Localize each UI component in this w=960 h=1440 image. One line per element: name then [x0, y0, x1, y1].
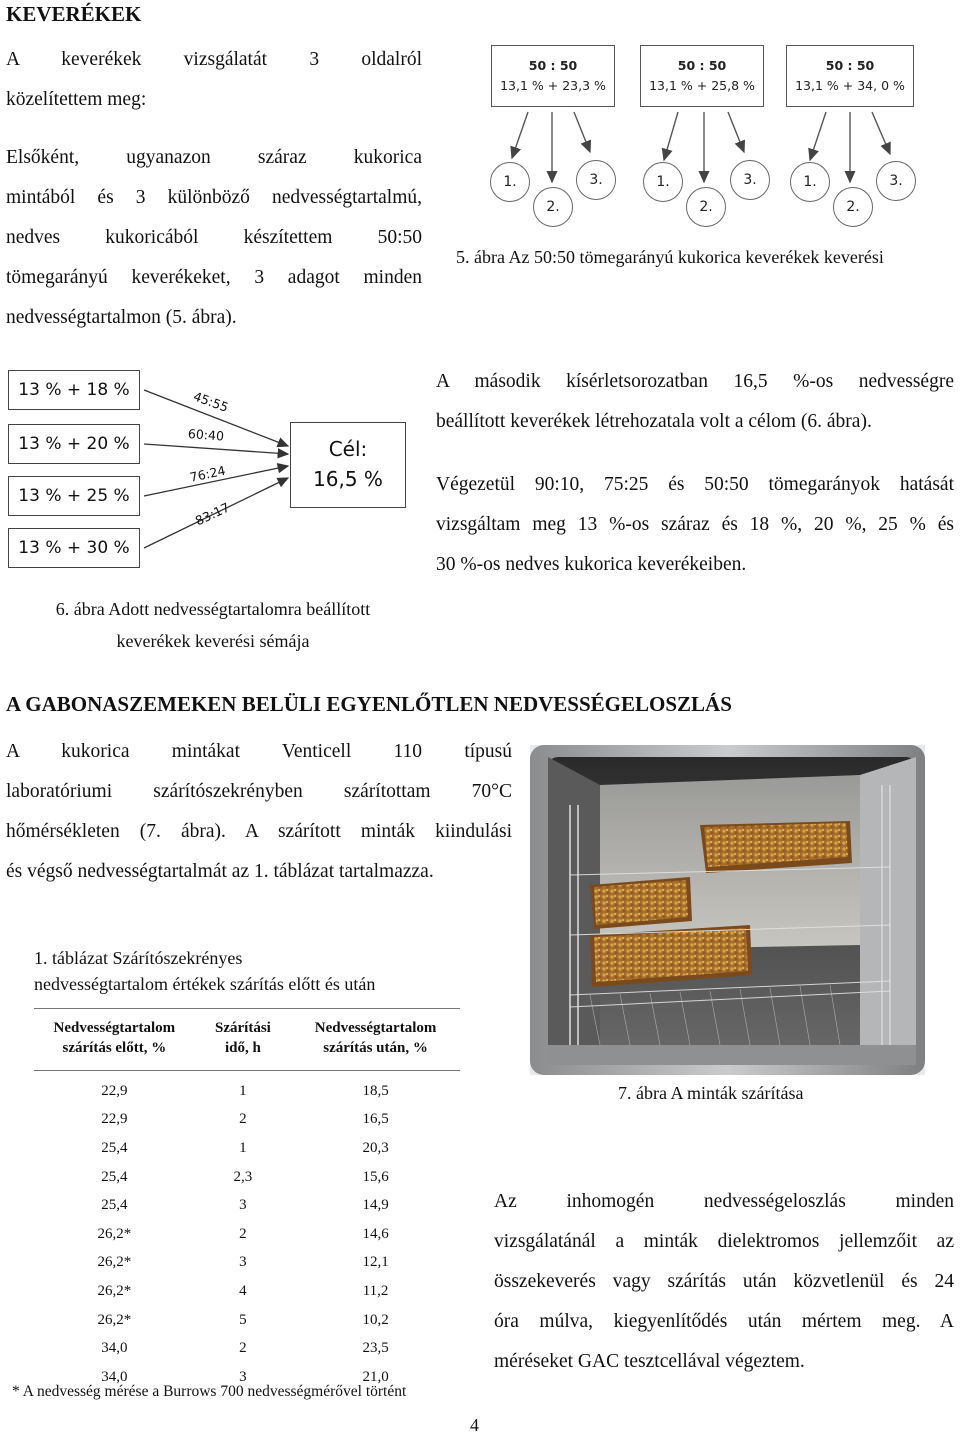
drying-line-1: A kukorica mintákat Venticell 110 típusú: [6, 741, 512, 762]
cell-time: 2: [239, 1111, 247, 1128]
cell-after: 20,3: [362, 1139, 389, 1156]
page-number: 4: [470, 1415, 479, 1435]
table-row: [34, 1106, 460, 1135]
mix-values-1: 13,1 % + 23,3 %: [500, 78, 606, 93]
intro-line-2: közelítettem meg:: [6, 89, 147, 110]
cell-before: 26,2*: [97, 1225, 132, 1242]
table-header-time: [195, 1018, 291, 1071]
cell-time: 1: [239, 1139, 247, 1156]
table-row: [34, 1306, 460, 1335]
para3-line-1: Végezetül 90:10, 75:25 és 50:50 tömegarányok hatását: [436, 474, 954, 495]
cell-before: 26,2*: [97, 1282, 132, 1299]
table-footnote: * A nedvesség mérése a Burrows 700 nedvességmérővel történt: [12, 1383, 407, 1400]
paragraph-second-series: [436, 362, 954, 442]
cell-before: 26,2*: [97, 1254, 132, 1271]
header-time-line-1: Szárítási: [215, 1020, 271, 1036]
cell-after: 10,2: [362, 1311, 389, 1328]
mix-ratio-2: 50 : 50: [677, 58, 727, 73]
mix-box-1: [491, 45, 615, 107]
header-before-line-2: szárítás előtt, %: [62, 1040, 167, 1056]
drying-line-3: hőmérsékleten (7. ábra). A szárított minták kiindulási: [6, 821, 512, 842]
table-row: [34, 1249, 460, 1278]
table-row: [34, 1071, 460, 1106]
cell-after: 14,9: [362, 1197, 389, 1214]
cell-after: 14,6: [362, 1225, 389, 1242]
inhomogeneous-line-2: vizsgálatánál a minták dielektromos jellemzőit az: [494, 1231, 954, 1252]
mix-values-2: 13,1 % + 25,8 %: [649, 78, 755, 93]
inhomogeneous-line-4: óra múlva, kiegyenlítődés után mértem meg. A: [494, 1311, 954, 1332]
drying-oven-photo: [530, 745, 925, 1075]
para3-line-3: 30 %-os nedves kukorica keverékeiben.: [436, 554, 747, 575]
para1-line-1: Elsőként, ugyanazon száraz kukorica: [6, 147, 422, 168]
mix-box-3: [786, 45, 914, 107]
step-g2-2: 2.: [686, 187, 726, 227]
cell-before: 25,4: [101, 1139, 128, 1156]
table-row: [34, 1220, 460, 1249]
cell-time: 3: [239, 1254, 247, 1271]
goal-value: 16,5 %: [313, 467, 383, 491]
step-g2-3: 3.: [730, 160, 770, 200]
paragraph-final-series: [436, 465, 954, 585]
cell-before: 22,9: [101, 1082, 128, 1099]
mix-values-3: 13,1 % + 34, 0 %: [795, 78, 905, 93]
arrow-ratio-60-40: [144, 444, 288, 454]
mix-ratio-3: 50 : 50: [825, 58, 875, 73]
table-row: [34, 1277, 460, 1306]
section-title-moisture-distribution: A GABONASZEMEKEN BELÜLI EGYENLŐTLEN NEDVESSÉGELOSZLÁS: [6, 692, 732, 716]
step-g3-1: 1.: [790, 162, 830, 202]
table-row: [34, 1334, 460, 1363]
cell-after: 11,2: [362, 1282, 389, 1299]
source-box-20: 13 % + 20 %: [8, 424, 140, 464]
para1-line-3: nedves kukoricából készítettem 50:50: [6, 227, 422, 248]
step-g3-2: 2.: [833, 187, 873, 227]
table-caption-line-2: nedvességtartalom értékek szárítás előtt és után: [34, 974, 376, 994]
figure-7-caption: 7. ábra A minták szárítása: [618, 1083, 804, 1103]
table-row: [34, 1134, 460, 1163]
source-box-18: 13 % + 18 %: [8, 370, 140, 410]
cell-time: 4: [239, 1282, 247, 1299]
ratio-label-83-17: 83:17: [192, 499, 232, 529]
arrow-g3-1: [810, 112, 826, 160]
header-after-line-2: szárítás után, %: [323, 1040, 428, 1056]
drying-line-4: és végső nedvességtartalmát az 1. táblázat tartalmazza.: [6, 861, 434, 882]
arrow-g1-3: [574, 112, 590, 152]
para1-line-2: mintából és 3 különböző nedvességtartalmú,: [6, 187, 422, 208]
cell-after: 18,5: [362, 1082, 389, 1099]
cell-before: 25,4: [101, 1197, 128, 1214]
step-g2-1: 1.: [643, 162, 683, 202]
cell-before: 26,2*: [97, 1311, 132, 1328]
table-top-rule: [34, 1008, 460, 1009]
paragraph-drying: [6, 732, 512, 892]
para2-line-1: A második kísérletsorozatban 16,5 %-os nedvességre: [436, 371, 954, 392]
ratio-label-76-24: 76:24: [188, 462, 227, 485]
cell-after: 15,6: [362, 1168, 389, 1185]
cell-before: 22,9: [101, 1111, 128, 1128]
mix-ratio-1: 50 : 50: [528, 58, 578, 73]
cell-time: 3: [239, 1197, 247, 1214]
table-header-after: [291, 1018, 460, 1071]
cell-after: 16,5: [362, 1111, 389, 1128]
inhomogeneous-line-5: méréseket GAC tesztcellával végeztem.: [494, 1351, 805, 1372]
arrow-g2-3: [728, 112, 744, 152]
data-table-1: [34, 1018, 460, 1392]
step-g1-2: 2.: [533, 187, 573, 227]
cell-time: 5: [239, 1311, 247, 1328]
para1-line-5: nedvességtartalmon (5. ábra).: [6, 307, 237, 328]
paragraph-first-mix: [6, 138, 422, 338]
table-header-before: [34, 1018, 195, 1071]
step-g1-3: 3.: [576, 160, 616, 200]
mix-box-2: [640, 45, 764, 107]
cell-before: 34,0: [101, 1368, 128, 1385]
figure-6-caption: [8, 595, 418, 659]
table-1-caption: [34, 945, 375, 997]
inhomogeneous-line-1: Az inhomogén nedvességeloszlás minden: [494, 1191, 954, 1212]
table-caption-line-1: 1. táblázat Szárítószekrényes: [34, 948, 243, 968]
arrow-g2-1: [664, 112, 678, 160]
para2-line-2: beállított keverékek létrehozatala volt a célom (6. ábra).: [436, 411, 872, 432]
cell-after: 21,0: [362, 1368, 389, 1385]
paragraph-inhomogeneous: [494, 1182, 954, 1382]
para1-line-4: tömegarányú keverékeket, 3 adagot minden: [6, 267, 422, 288]
section-title-keverekek: KEVERÉKEK: [6, 2, 142, 26]
step-g1-1: 1.: [490, 162, 530, 202]
intro-paragraph: [6, 40, 422, 120]
cell-after: 23,5: [362, 1340, 389, 1357]
ratio-label-45-55: 45:55: [191, 388, 231, 415]
cell-before: 25,4: [101, 1168, 128, 1185]
drying-line-2: laboratóriumi szárítószekrényben szárítottam 70°C: [6, 781, 512, 802]
cell-time: 2: [239, 1225, 247, 1242]
header-after-line-1: Nedvességtartalom: [314, 1020, 437, 1036]
cell-time: 1: [239, 1082, 247, 1099]
cell-after: 12,1: [362, 1254, 389, 1271]
para3-line-2: vizsgáltam meg 13 %-os száraz és 18 %, 20 %, 25 % és: [436, 514, 954, 535]
cell-time: 3: [239, 1368, 247, 1385]
step-g3-3: 3.: [876, 161, 916, 201]
figure-6-caption-line-1: 6. ábra Adott nedvességtartalomra beállított: [55, 599, 371, 619]
cell-time: 2,3: [233, 1168, 253, 1185]
table-row: [34, 1191, 460, 1220]
table-row: [34, 1163, 460, 1192]
goal-box: [290, 422, 406, 508]
intro-line-1: A keverékek vizsgálatát 3 oldalról: [6, 49, 422, 70]
arrow-g3-3: [872, 112, 890, 154]
figure-6-caption-line-2: keverékek keverési sémája: [116, 631, 310, 651]
inhomogeneous-line-3: összekeverés vagy szárítás után közvetlenül és 24: [494, 1271, 954, 1292]
header-before-line-1: Nedvességtartalom: [53, 1020, 176, 1036]
source-box-25: 13 % + 25 %: [8, 476, 140, 516]
ratio-label-60-40: 60:40: [187, 426, 225, 444]
source-box-30: 13 % + 30 %: [8, 528, 140, 568]
cell-time: 2: [239, 1340, 247, 1357]
header-time-line-2: idő, h: [225, 1040, 261, 1056]
arrow-g1-1: [512, 112, 528, 158]
cell-before: 34,0: [101, 1340, 128, 1357]
goal-label: Cél:: [328, 437, 368, 461]
figure-5-caption: 5. ábra Az 50:50 tömegarányú kukorica keverékek keverési: [456, 247, 884, 267]
